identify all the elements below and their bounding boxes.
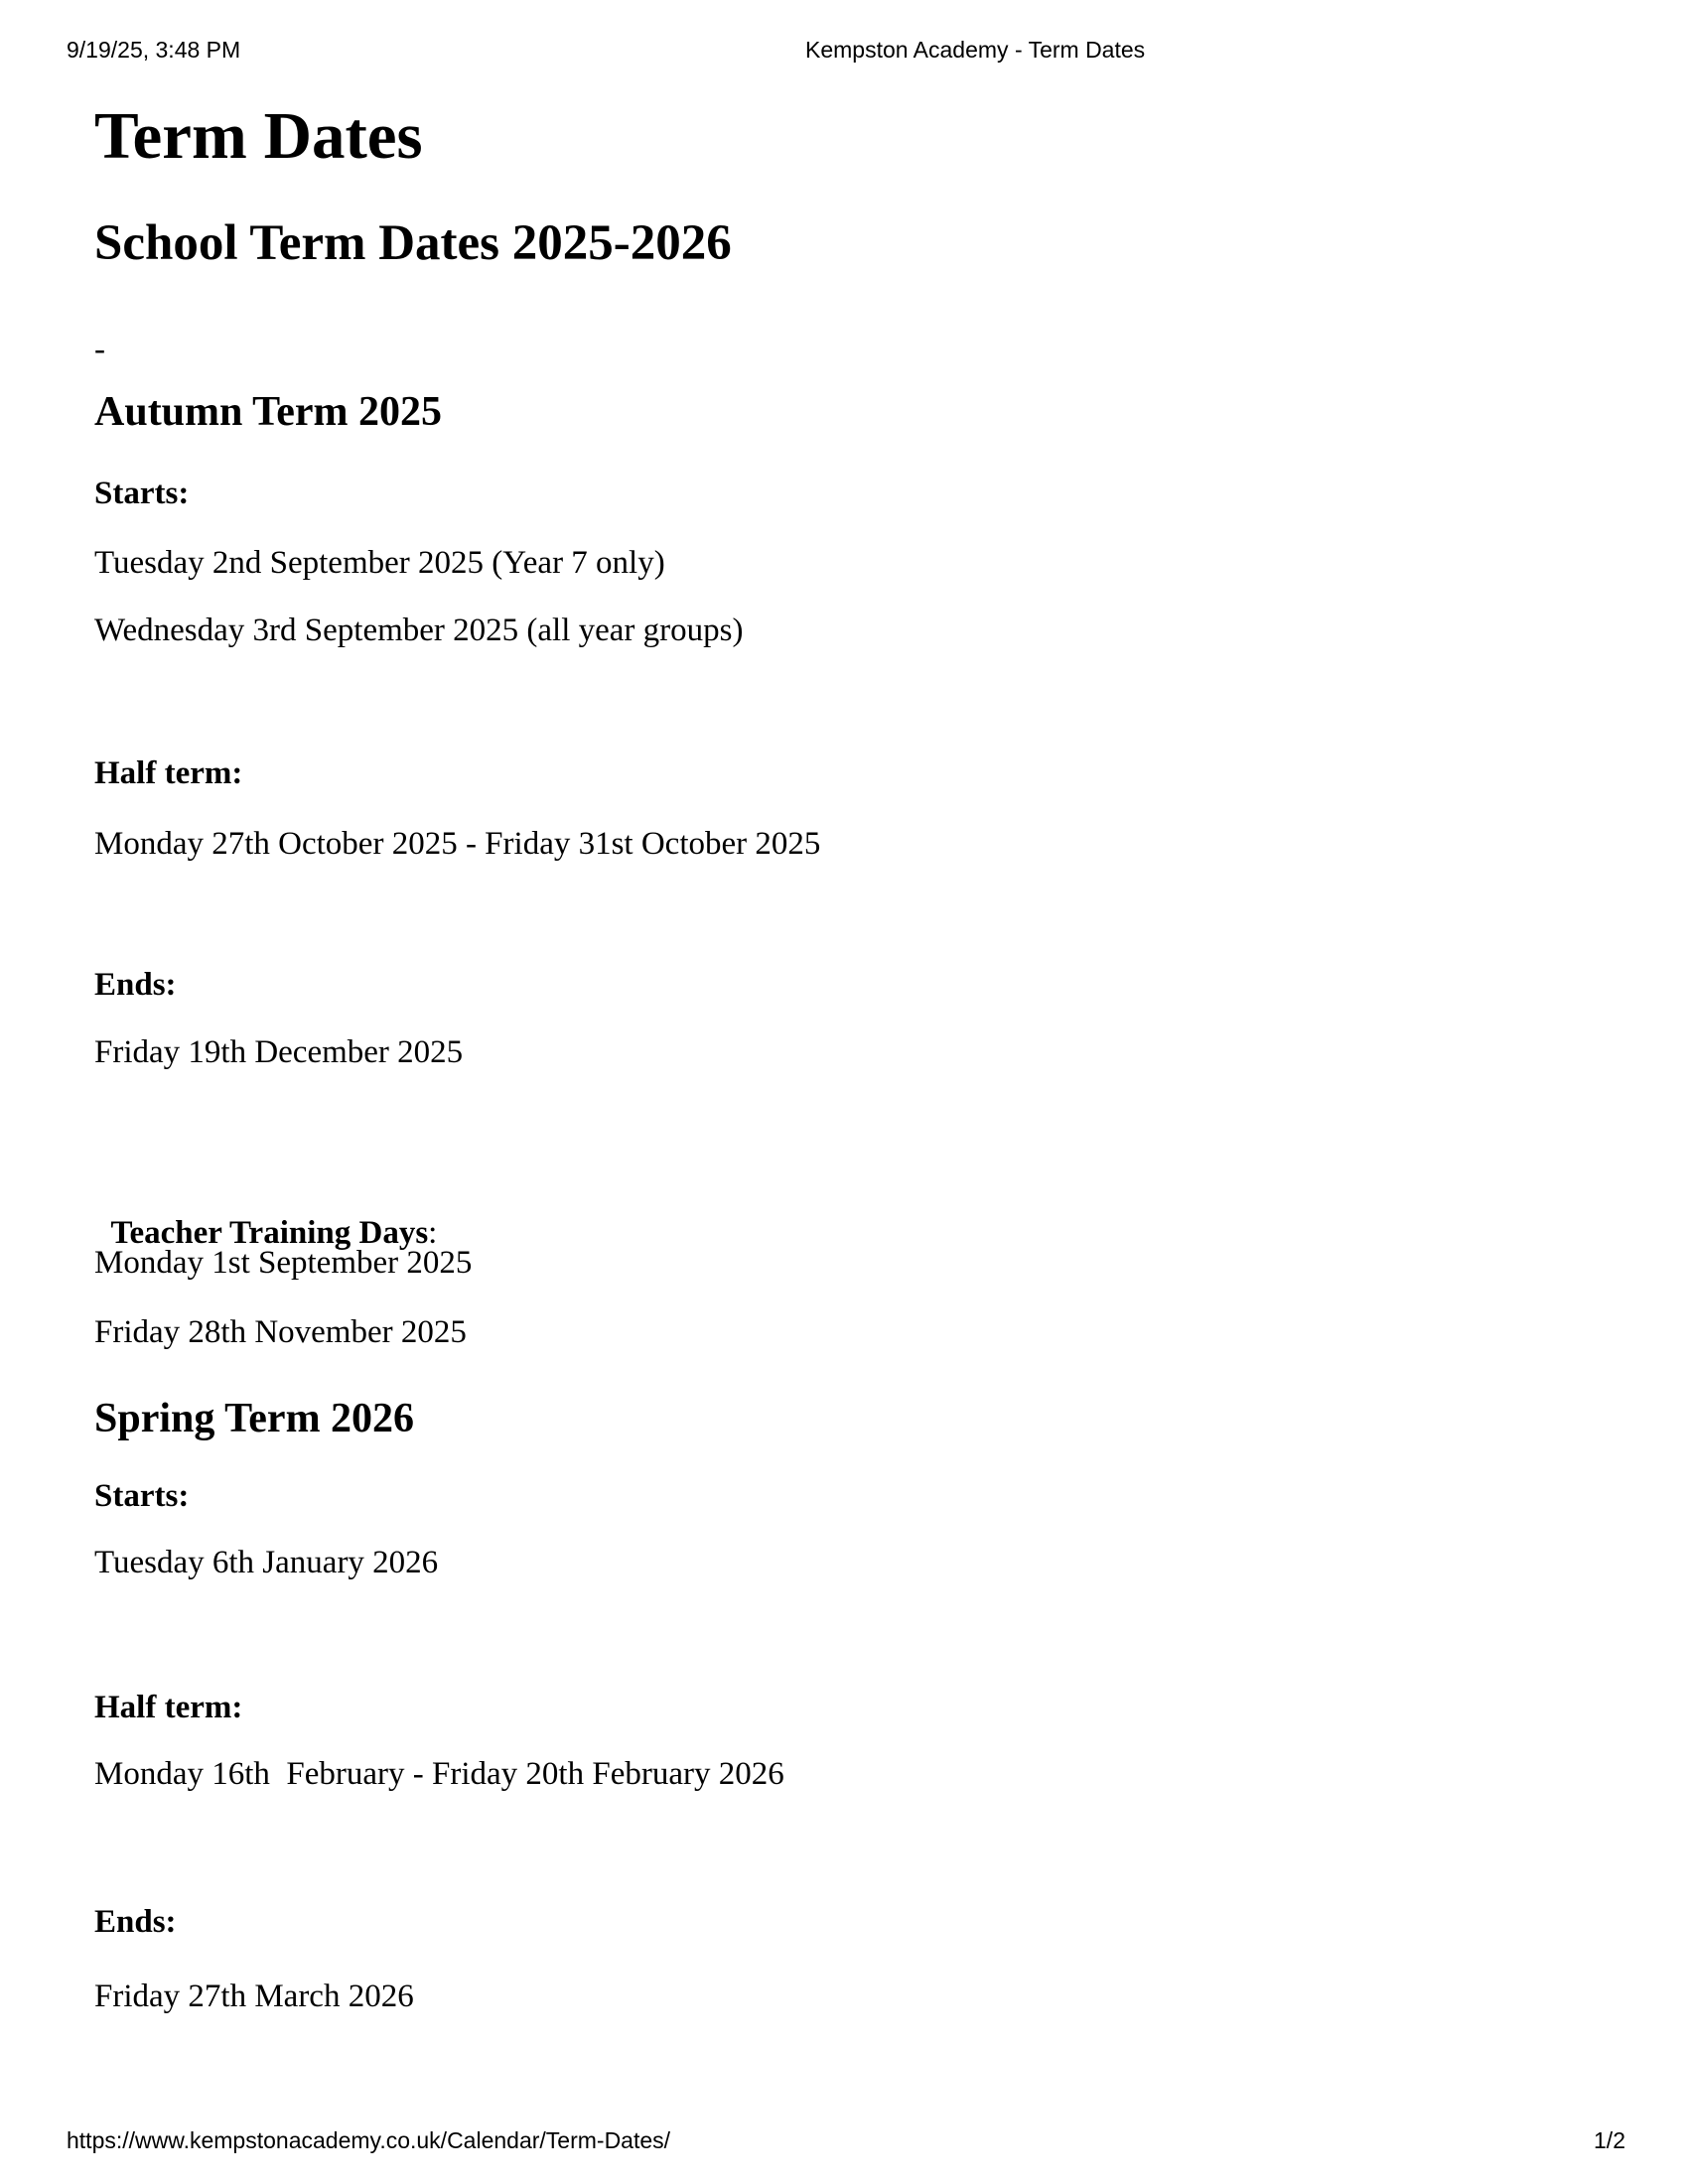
print-footer-url: https://www.kempstonacademy.co.uk/Calendar/Term-Dates/ xyxy=(67,2127,671,2153)
spring-half-term-date: Monday 16th February - Friday 20th February 2026 xyxy=(94,1756,784,1792)
autumn-half-term-date: Monday 27th October 2025 - Friday 31st October 2025 xyxy=(94,826,821,862)
section-heading-spring-term: Spring Term 2026 xyxy=(94,1396,415,1441)
teacher-training-date-2: Friday 28th November 2025 xyxy=(94,1314,467,1350)
autumn-starts-label: Starts: xyxy=(94,476,190,511)
autumn-starts-date-all-years: Wednesday 3rd September 2025 (all year groups) xyxy=(94,613,744,648)
page-title: Term Dates xyxy=(94,99,423,173)
page-subtitle: School Term Dates 2025-2026 xyxy=(94,215,732,271)
spring-starts-label: Starts: xyxy=(94,1478,190,1514)
spring-ends-label: Ends: xyxy=(94,1904,177,1940)
divider-dash: - xyxy=(94,332,105,367)
print-header-datetime: 9/19/25, 3:48 PM xyxy=(67,37,241,63)
teacher-training-date-1: Monday 1st September 2025 xyxy=(94,1245,473,1281)
spring-half-term-label: Half term: xyxy=(94,1690,243,1725)
print-footer-page-indicator: 1/2 xyxy=(1594,2127,1625,2153)
teacher-training-days-label xyxy=(94,1174,437,1253)
print-header-title: Kempston Academy - Term Dates xyxy=(805,37,1146,63)
teacher-training-days-label-colon: : xyxy=(428,1214,438,1251)
autumn-ends-date: Friday 19th December 2025 xyxy=(94,1034,464,1070)
spring-ends-date: Friday 27th March 2026 xyxy=(94,1979,414,2014)
spring-starts-date: Tuesday 6th January 2026 xyxy=(94,1545,439,1580)
autumn-half-term-label: Half term: xyxy=(94,755,243,791)
autumn-starts-date-year7: Tuesday 2nd September 2025 (Year 7 only) xyxy=(94,545,665,581)
teacher-training-days-label-bold: Teacher Training Days xyxy=(110,1214,429,1251)
autumn-ends-label: Ends: xyxy=(94,967,177,1003)
section-heading-autumn-term: Autumn Term 2025 xyxy=(94,389,443,435)
